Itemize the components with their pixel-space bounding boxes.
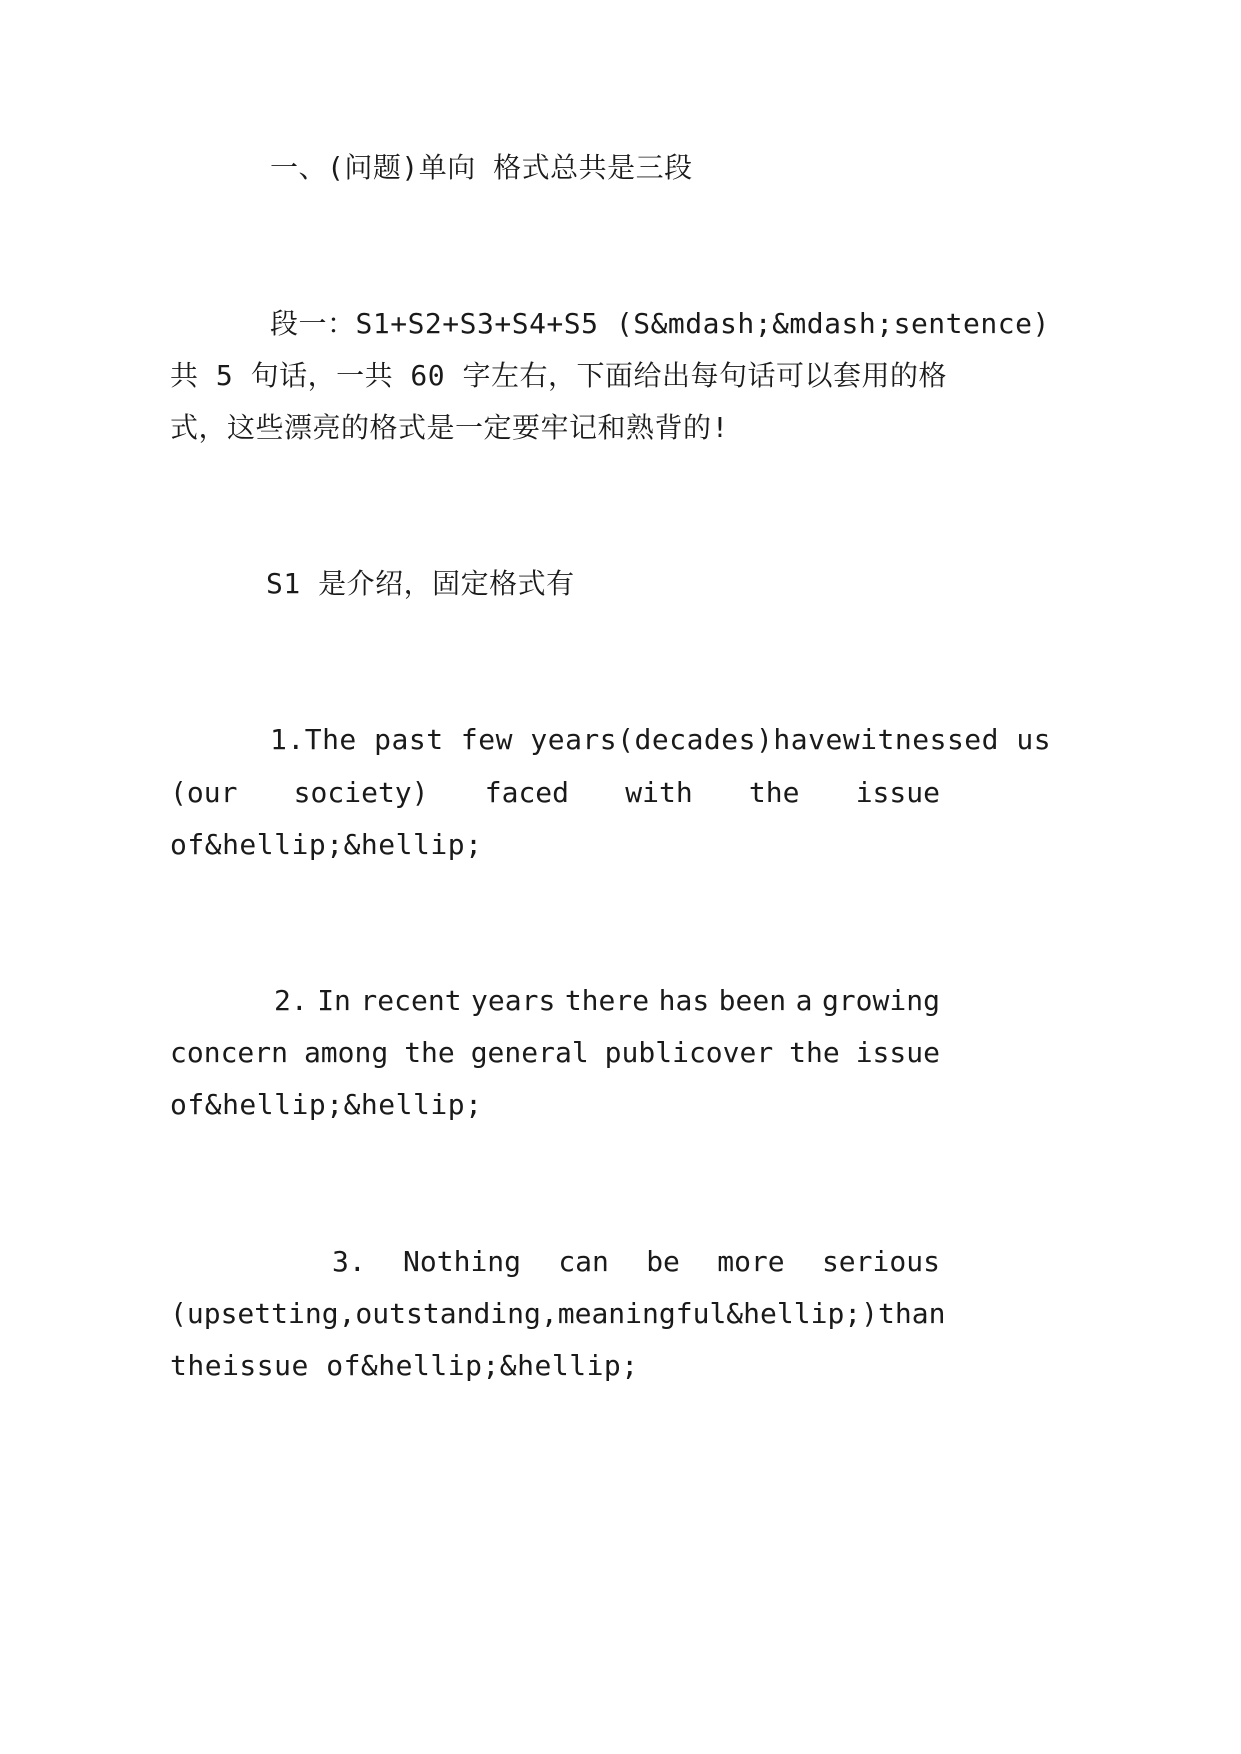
word: than <box>878 1297 946 1330</box>
word: growing <box>821 984 940 1017</box>
word: the <box>404 1036 455 1069</box>
item3-line1 <box>332 1242 940 1300</box>
word: recent <box>360 984 462 1017</box>
word: concern <box>170 1036 289 1069</box>
word: more <box>717 1245 785 1278</box>
word: faced <box>484 776 570 809</box>
word: 2. <box>274 984 308 1017</box>
word: a <box>795 984 813 1017</box>
word: the <box>789 1036 840 1069</box>
word: meaningful&hellip;) <box>557 1297 879 1330</box>
para1-line1: 段一：S1+S2+S3+S4+S5 (S&mdash;&mdash;sentence) <box>270 307 1050 340</box>
word: issue <box>855 776 940 809</box>
para1-line3: 式，这些漂亮的格式是一定要牢记和熟背的! <box>170 411 729 444</box>
word: serious <box>821 1245 940 1278</box>
item2-line1 <box>274 981 940 1039</box>
item2-line2 <box>170 1033 940 1091</box>
section-heading: 一、(问题)单向 格式总共是三段 <box>270 151 693 184</box>
word: ,outstanding, <box>338 1297 558 1330</box>
word: publicover <box>604 1036 774 1069</box>
word: years <box>471 984 556 1017</box>
word: (upsetting <box>170 1297 339 1330</box>
word: among <box>303 1036 389 1069</box>
word: Nothing <box>403 1245 522 1278</box>
word: general <box>470 1036 589 1069</box>
word: (our <box>170 776 238 809</box>
word: issue <box>855 1036 940 1069</box>
word: the <box>748 776 800 809</box>
word: can <box>558 1245 609 1278</box>
item3-line3: theissue of&hellip;&hellip; <box>170 1349 639 1382</box>
word: has <box>658 984 710 1017</box>
item3-line2 <box>170 1294 946 1352</box>
word: society) <box>293 776 429 809</box>
item2-line3: of&hellip;&hellip; <box>170 1088 483 1121</box>
item1-line2 <box>170 773 940 831</box>
word: been <box>718 984 787 1017</box>
s1-intro: S1 是介绍，固定格式有 <box>266 567 575 600</box>
para1-line2: 共 5 句话，一共 60 字左右，下面给出每句话可以套用的格 <box>170 359 948 392</box>
item1-line3: of&hellip;&hellip; <box>170 828 483 861</box>
word: be <box>646 1245 680 1278</box>
word: with <box>625 776 693 809</box>
word: 3. <box>332 1245 366 1278</box>
item1-line1: 1.The past few years(decades)havewitnessed us <box>270 723 1052 756</box>
word: there <box>564 984 650 1017</box>
word: In <box>317 984 351 1017</box>
